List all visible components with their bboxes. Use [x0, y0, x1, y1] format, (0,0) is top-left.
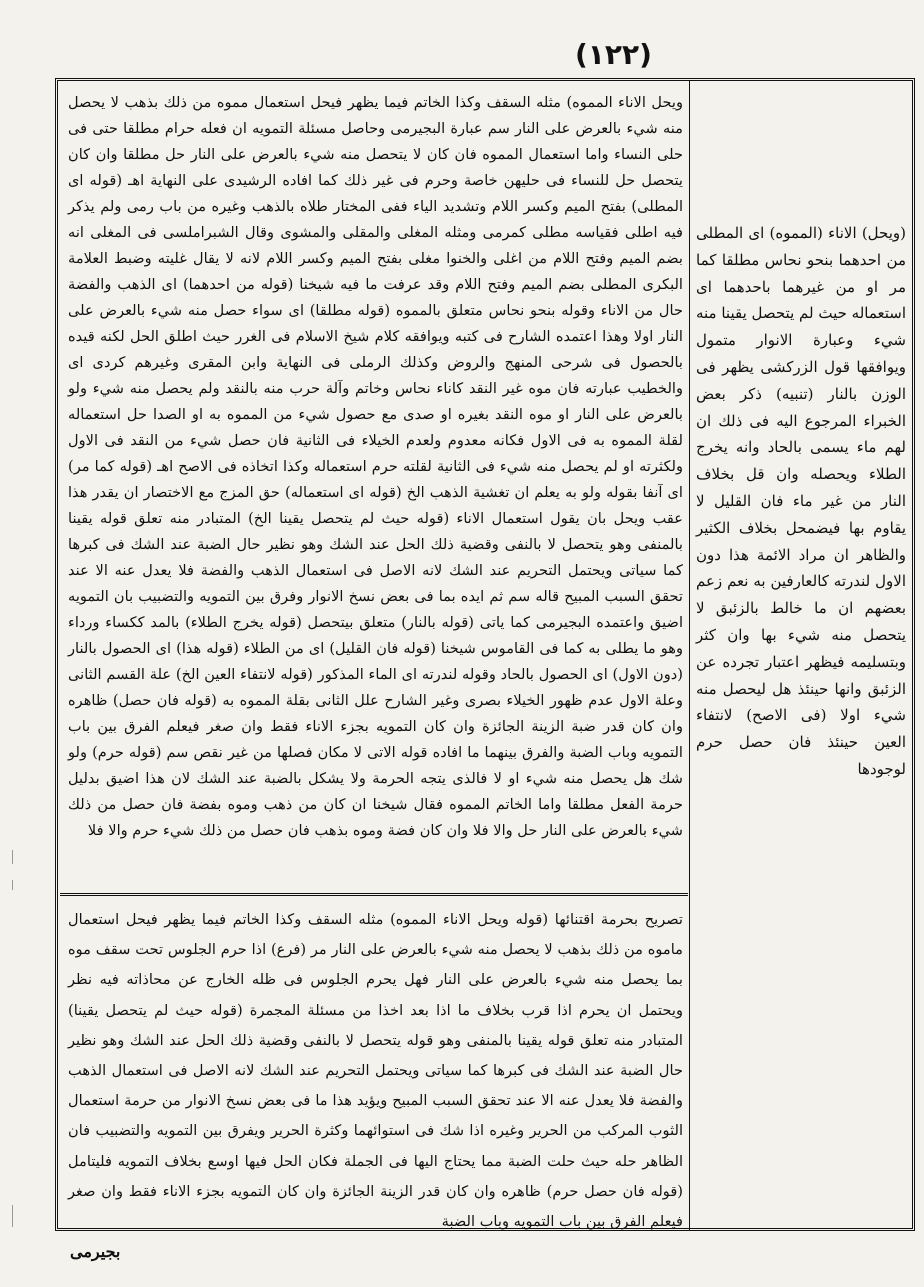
scan-edge-mark: [12, 880, 13, 890]
footnote-paragraph: تصريح بحرمة اقتنائها (قوله ويحل الاناء المموه) مثله السقف وكذا الخاتم فيما يظهر فيحل استعمال ماموه من ذلك بذهب لا يحصل منه شيء بالعرض على النار مر (فرع) اذا حرم الجلوس تحت سقف موه بما يحصل منه شيء بالعرض على النار فهل يحرم الجلوس فى ظله الخارج عن محاذاته فيه نظر ويحتمل ان يحرم اذا قرب بخلاف ما اذا بعد اخذا من مسئلة المجمرة (قوله حيث لم يتحصل يقينا) المتبادر منه تعلق قوله يقينا بالمنفى وهو قوله يتحصل لا بالنفى وقضية ذلك الحل عند الشك وهو نظير حال الضبة عند الشك فى كبرها كما سياتى ويحتمل التحريم عند الشك لانه الاصل فى استعمال الذهب والفضة فلا يعدل عنه الا عند تحقق السبب المبيح ويؤيد هذا ما فى بعض نسخ الانوار من حرمة استعمال الثوب المركب من الحرير وغيره اذا شك فى استوائهما وكثرة الحرير ويفرق بين التمويه والتضبيب فان الظاهر حله حيث حلت الضبة مما يحتاج اليها فى الجملة فكان الحل فيها اوسع بخلاف التمويه فليتامل (قوله فان حصل حرم) ظاهره وان كان قدر الزينة الجائزة وان كان التمويه بجزء الاناء فقط وان صغر فيعلم الفرق بين باب التمويه وباب الضبة: [68, 911, 683, 1231]
page-number: (١٢٢): [575, 38, 652, 71]
scan-edge-mark: [12, 1205, 13, 1227]
scan-edge-mark: [12, 850, 13, 864]
margin-paragraph: (ويحل) الاناء (المموه) اى المطلى من احدهما بنحو نحاس مطلقا كما مر او من غيرهما باحدهما اى استعماله حيث لم يتحصل يقينا منه شيء وعبارة الانوار متمول ويوافقها قول الزركشى يظهر فى الوزن بالنار (تنبيه) ذكر بعض الخبراء المرجوع اليه فى ذلك ان لهم ماء يسمى بالحاد وانه يخرج الطلاء ويحصله وان قل بخلاف النار من غير ماء فان القليل لا يقاوم بها فيضمحل بخلاف الكثير والظاهر ان مراد الائمة هذا دون الاول لندرته كالعارفين به نعم زعم بعضهم ان ما خالط بالزئبق لا يتحصل منه شيء بها وان كثر وبتسليمه فيظهر اعتبار تجرده عن الزئبق وانها حينئذ هل ليحصل منه شيء اولا (فى الاصح) لانتفاء العين حينئذ فان حصل حرم لوجودها: [695, 224, 906, 778]
main-commentary: [68, 90, 683, 890]
catchword: بجيرمى: [70, 1242, 121, 1261]
footnote-divider: [60, 893, 688, 896]
column-rule: [689, 80, 690, 1230]
margin-text: [695, 220, 906, 778]
footnote-commentary: [68, 905, 683, 1231]
main-paragraph: ويحل الاناء المموه) مثله السقف وكذا الخاتم فيما يظهر فيحل استعمال مموه من ذلك بذهب لا يحصل منه شيء بالعرض على النار سم عبارة البجيرمى وحاصل مسئلة التمويه ان فعله حرام مطلقا حتى فى حلى النساء واما استعمال المموه فان كان لا يتحصل منه شيء بالعرض على النار حل مطلقا وان كان يتحصل حل للنساء فى حليهن خاصة وحرم فى غير ذلك كما افاده الرشيدى على النهاية اهـ (قوله اى المطلى) بفتح الميم وكسر اللام وتشديد الياء ففى المختار طلاه بالذهب وغيره من باب رمى ولم يذكر فيه اطلى فقياسه مطلى كمرمى ومثله المغلى والمقلى والمشوى وقال الشبراملسى فى المغلى انه بضم الميم وفتح اللام من اغلى والخنوا مغلى بفتح الميم وكسر اللام لانه لا يقال غليته وضبط العلامة البكرى المطلى بضم الميم وفتح اللام وقد عرفت ما فيه شيخنا (قوله من احدهما) اى الذهب والفضة حال من الاناء وقوله بنحو نحاس متعلق بالمموه (قوله مطلقا) اى سواء حصل منه شيء بالعرض على النار اولا وهذا اعتمده الشارح فى كتبه ويوافقه كلام شيخ الاسلام فى الغرر حيث اطلق الحل لكنه قيده بالحصول فى شرحى المنهج والروض وكذلك الرملى فى النهاية وابن المقرى وغيرهم كردى اى والخطيب عبارته فان موه غير النقد كاناء نحاس وخاتم وآلة حرب منه بالنقد ولم يحصل منه شيء ولو بالعرض على النار او موه النقد بغيره او صدى مع حصول شيء من المموه به او الصدا حل استعماله لقلة المموه به فى الاول فكانه معدوم ولعدم الخيلاء فى الثانية فان حصل شيء من النقد فى الاول ولكثرته او لم يحصل منه شيء فى الثانية لقلته حرم استعماله وكذا اتخاذه فى الاصح اهـ (قوله كما مر) اى آنفا بقوله ولو به يعلم ان تغشية الذهب الخ (قوله اى استعماله) حق المزج مع الاختصار ان يقدر هذا عقب ويحل بان يقول استعمال الاناء (قوله حيث لم يتحصل يقينا الخ) المتبادر منه تعلق قوله يقينا بالمنفى وهو يتحصل لا بالنفى وقضية ذلك الحل عند الشك وهو نظير حال الضبة عند الشك فى كبرها كما سياتى ويحتمل التحريم عند الشك لانه الاصل فى استعمال الذهب والفضة فلا يعدل عنه الا عند تحقق السبب المبيح قاله سم ثم ايده بما فى بعض نسخ الانوار وفرق بين التمويه والتضبيب بان التمويه اضيق واعتمده البجيرمى كما ياتى (قوله بالنار) متعلق بيتحصل (قوله يخرج الطلاء) بالمد ككساء ورداء وهو ما يطلى به كما فى القاموس شيخنا (قوله فان القليل) اى من الطلاء (قوله هذا) اى الحصول بالنار (دون الاول) اى الحصول بالحاد وقوله لندرته اى الماء المذكور (قوله لانتفاء العين الخ) علة القسم الثانى وعلة الاول عدم ظهور الخيلاء بصرى وغير الشارح علل الثانى بقلة المموه به (قوله فان حصل) ظاهره وان كان قدر ضبة الزينة الجائزة وان كان التمويه بجزء الاناء فقط وان صغر فيعلم الفرق بين باب التمويه وباب الضبة والفرق بينهما ما افاده قوله الاتى لا مكان فصلها من غير نقص سم (قوله حرم) ولو شك هل يحصل منه شيء او لا فالذى يتجه الحرمة ولا يشكل بالضبة عند الشك لان هذا اضيق بدليل حرمة الفعل مطلقا واما الخاتم المموه فقال شيخنا ان كان من ذهب وموه بفضة فان حصل من ذلك شيء بالعرض على النار حل والا فلا وان كان فضة وموه بذهب فان حصل من ذلك شيء حرم والا فلا: [68, 94, 683, 839]
